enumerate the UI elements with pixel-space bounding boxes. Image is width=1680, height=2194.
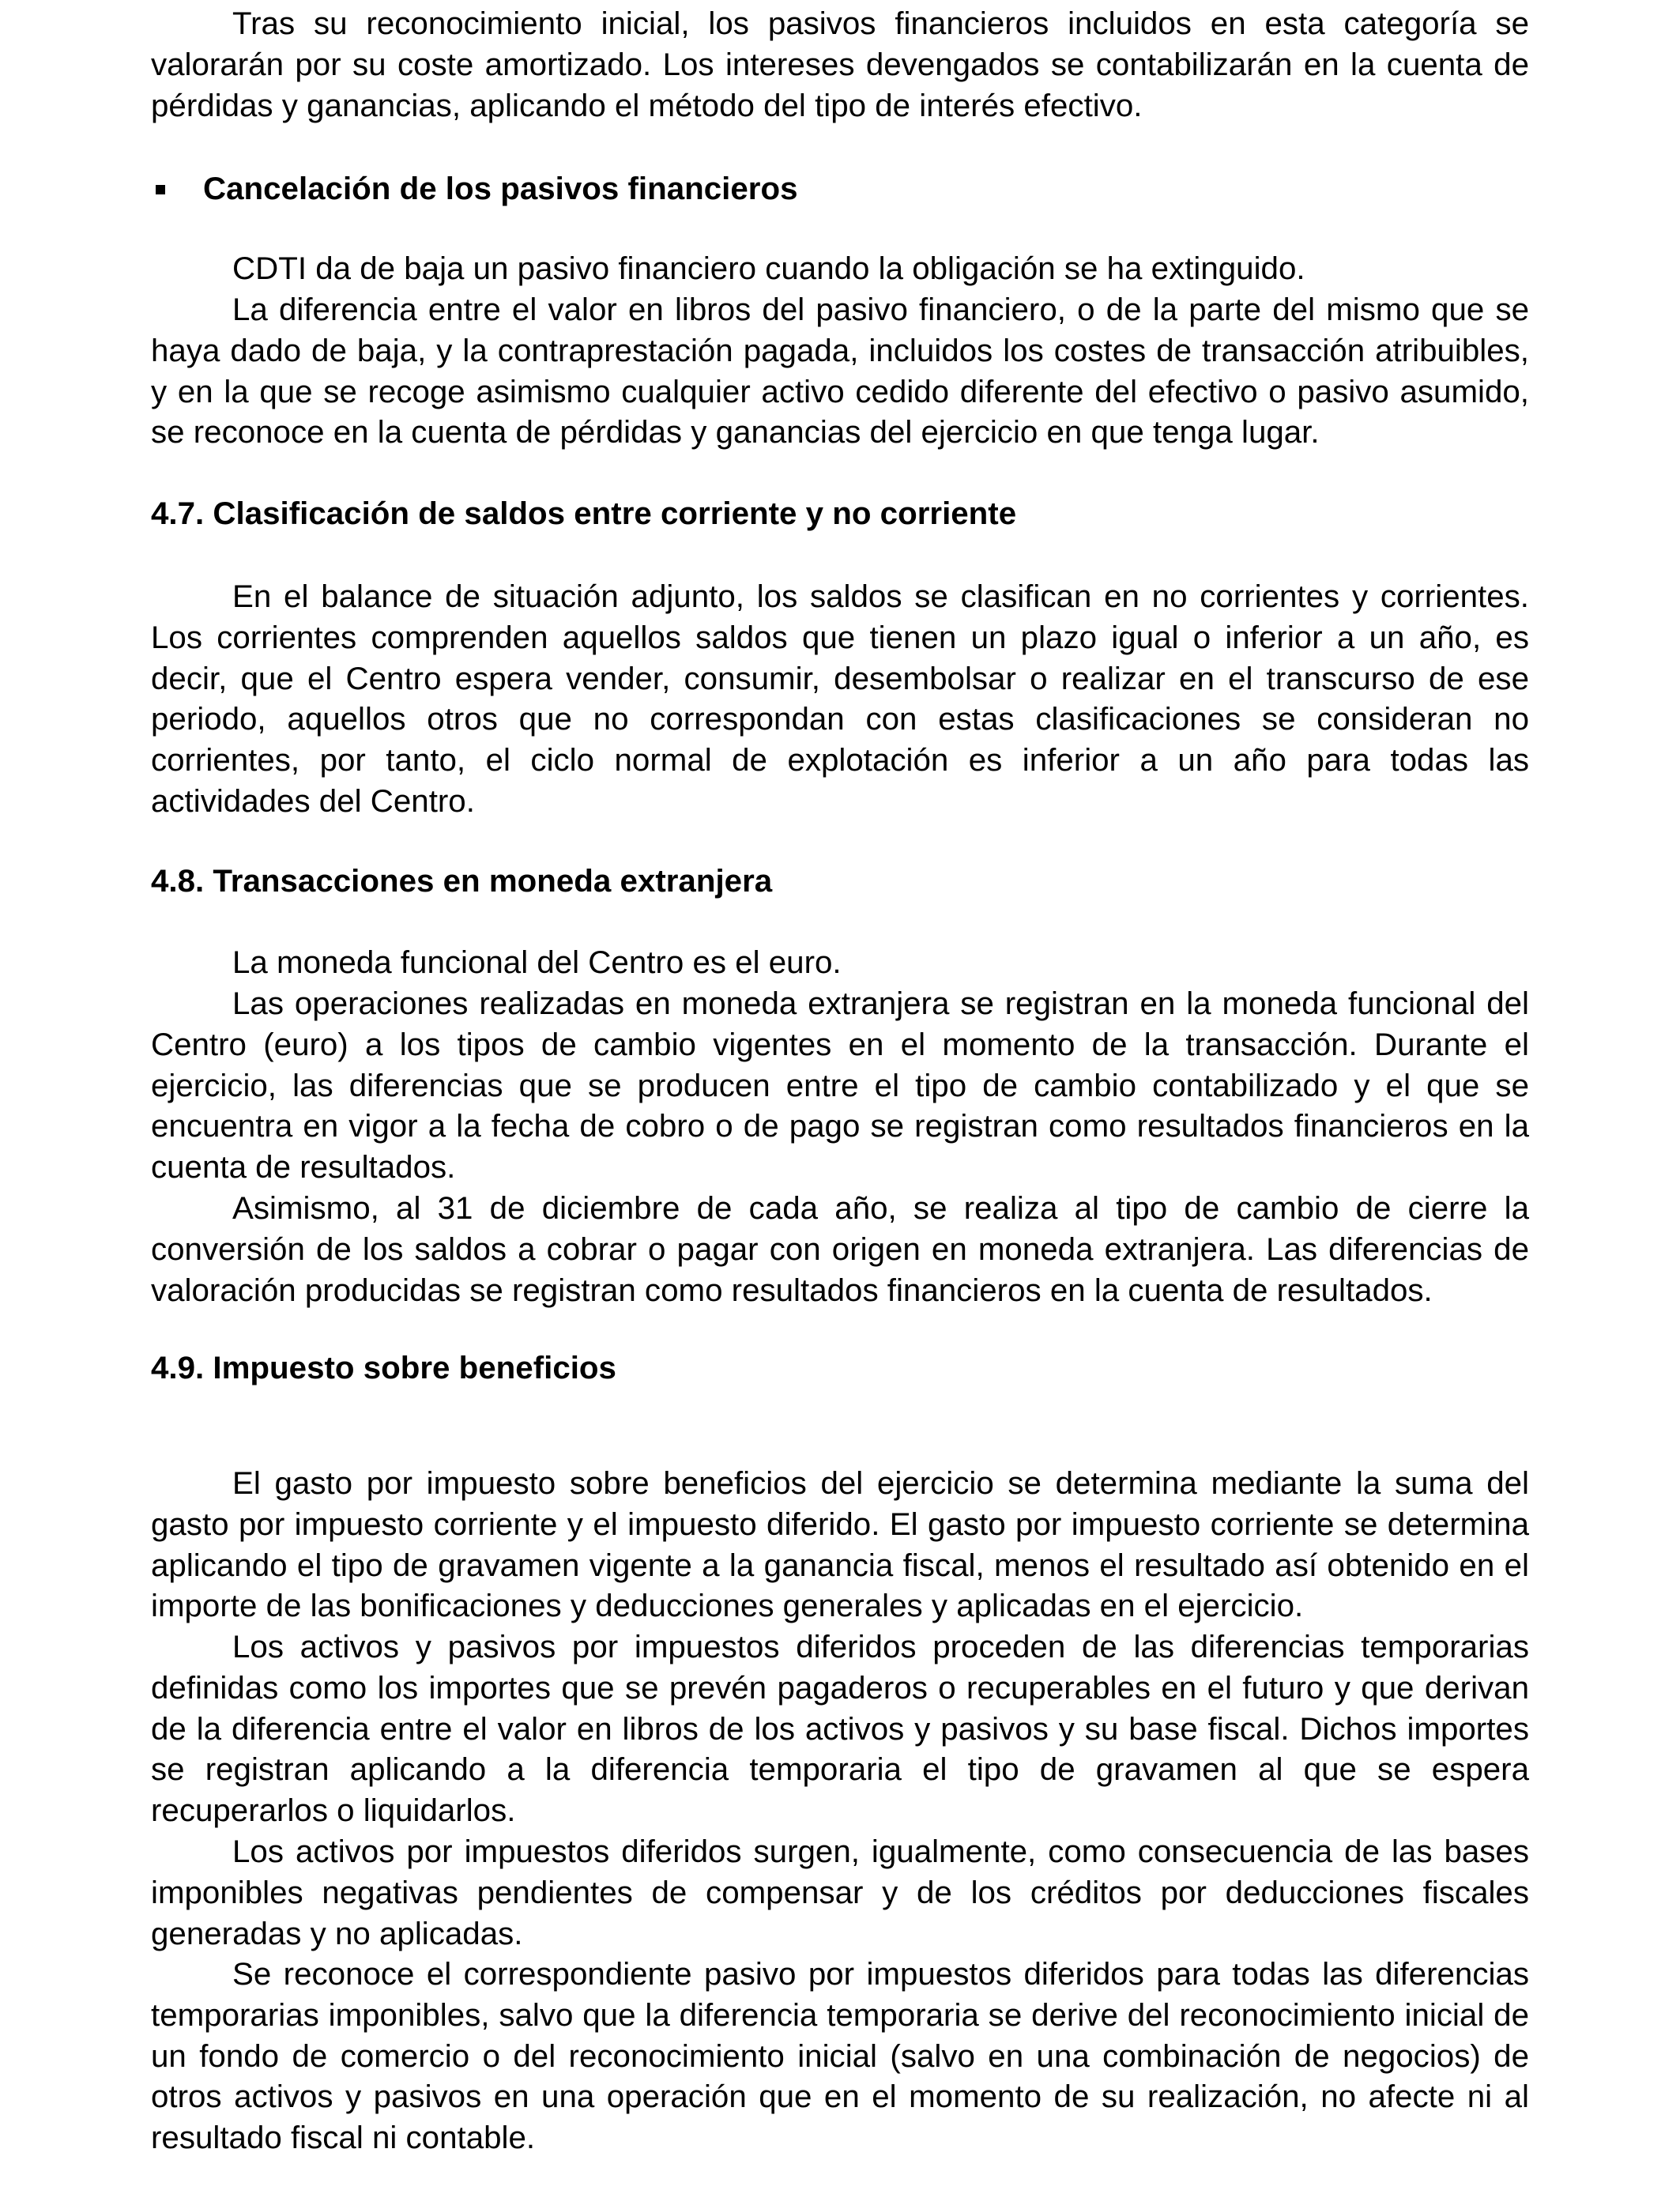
paragraph-line: se registran aplicando a la diferencia temporaria el tipo de gravamen al que se espera [151,1751,1529,1788]
section-heading-4-8 [151,861,1529,902]
paragraph-line: Asimismo, al 31 de diciembre de cada año, se realiza al tipo de cambio de cierre la [232,1190,1529,1226]
square-bullet-icon [156,185,165,194]
paragraph-line: imponibles negativas pendientes de compensar y de los créditos por deducciones fiscales [151,1874,1529,1910]
paragraph-line: haya dado de baja, y la contraprestación pagada, incluidos los costes de transacción atribuibles, [151,332,1529,368]
paragraph-line: valoración producidas se registran como resultados financieros en la cuenta de resultados. [151,1272,1433,1308]
paragraph-line: conversión de los saldos a cobrar o pagar con origen en moneda extranjera. Las diferencias de [151,1231,1529,1267]
paragraph-line: Se reconoce el correspondiente pasivo por impuestos diferidos para todas las diferencias [232,1956,1529,1992]
paragraph-line: periodo, aquellos otros que no correspondan con estas clasificaciones se consideran no [151,701,1529,737]
section-heading: 4.7. Clasificación de saldos entre corriente y no corriente [151,496,1017,531]
paragraph-line: Los activos por impuestos diferidos surgen, igualmente, como consecuencia de las bases [232,1834,1529,1869]
bullet-heading-cancelacion [151,168,1529,209]
paragraph-line: corrientes, por tanto, el ciclo normal de explotación es inferior a un año para todas las [151,742,1529,778]
paragraph-line: importe de las bonificaciones y deducciones generales y aplicadas en el ejercicio. [151,1588,1304,1624]
paragraph [151,1627,1529,1831]
paragraph [151,1831,1529,1954]
paragraph-line: un fondo de comercio o del reconocimiento inicial (salvo en una combinación de negocios) de [151,2038,1529,2074]
paragraph-line: Centro (euro) a los tipos de cambio vigentes en el momento de la transacción. Durante el [151,1026,1529,1062]
paragraph-line: En el balance de situación adjunto, los saldos se clasifican en no corrientes y corrientes. [232,579,1529,614]
paragraph-line: otros activos y pasivos en una operación que en el momento de su realización, no afecte ni al [151,2079,1529,2115]
paragraph [151,248,1529,289]
paragraph-line: encuentra en vigor a la fecha de cobro o de pago se registran como resultados financieros en la [151,1108,1529,1144]
paragraph [151,983,1529,1188]
paragraph-line: de la diferencia entre el valor en libros de los activos y pasivos y su base fiscal. Dichos importes [151,1710,1529,1747]
paragraph-line: La diferencia entre el valor en libros del pasivo financiero, o de la parte del mismo que se [232,292,1529,327]
paragraph [151,1463,1529,1627]
paragraph [151,576,1529,822]
paragraph-line: Los activos y pasivos por impuestos diferidos proceden de las diferencias temporarias [232,1629,1529,1664]
paragraph-line: cuenta de resultados. [151,1149,456,1186]
paragraph-line: Las operaciones realizadas en moneda extranjera se registran en la moneda funcional del [232,986,1529,1021]
intro-paragraph [151,3,1529,126]
paragraph [151,942,1529,983]
paragraph [151,289,1529,453]
paragraph-line: La moneda funcional del Centro es el euro. [232,944,842,980]
section-heading-4-9 [151,1348,1529,1389]
paragraph-line: generadas y no aplicadas. [151,1915,523,1951]
section-heading-4-7 [151,493,1529,534]
paragraph-line: se reconoce en la cuenta de pérdidas y ganancias del ejercicio en que tenga lugar. [151,414,1320,450]
paragraph-line: pérdidas y ganancias, aplicando el método del tipo de interés efectivo. [151,87,1143,123]
paragraph-line: resultado fiscal ni contable. [151,2120,536,2156]
paragraph-line: actividades del Centro. [151,782,475,819]
paragraph-line: definidas como los importes que se prevén pagaderos o recuperables en el futuro y que derivan [151,1669,1529,1706]
paragraph-line: ejercicio, las diferencias que se producen entre el tipo de cambio contabilizado y el que se [151,1067,1529,1103]
section-heading: 4.8. Transacciones en moneda extranjera [151,863,773,899]
paragraph-line: valorarán por su coste amortizado. Los intereses devengados se contabilizarán en la cuenta de [151,46,1529,82]
paragraph-line: decir, que el Centro espera vender, consumir, desembolsar o realizar en el transcurso de ese [151,660,1529,696]
paragraph-line: Tras su reconocimiento inicial, los pasivos financieros incluidos en esta categoría se [232,6,1529,41]
paragraph-line: CDTI da de baja un pasivo financiero cuando la obligación se ha extinguido. [232,251,1305,286]
section-heading: 4.9. Impuesto sobre beneficios [151,1350,616,1385]
paragraph [151,1188,1529,1310]
paragraph-line: aplicando el tipo de gravamen vigente a la ganancia fiscal, menos el resultado así obtenido en el [151,1547,1529,1583]
paragraph-line: gasto por impuesto corriente y el impuesto diferido. El gasto por impuesto corriente se determina [151,1506,1529,1542]
paragraph [151,1954,1529,2158]
paragraph-line: recuperarlos o liquidarlos. [151,1793,516,1829]
paragraph-line: temporarias imponibles, salvo que la diferencia temporaria se derive del reconocimiento inicial de [151,1996,1529,2033]
paragraph-line: y en la que se recoge asimismo cualquier activo cedido diferente del efectivo o pasivo asumido, [151,373,1529,409]
subsection-heading: Cancelación de los pasivos financieros [203,171,798,206]
paragraph-line: Los corrientes comprenden aquellos saldos que tienen un plazo igual o inferior a un año, es [151,619,1529,655]
paragraph-line: El gasto por impuesto sobre beneficios del ejercicio se determina mediante la suma del [232,1465,1529,1501]
